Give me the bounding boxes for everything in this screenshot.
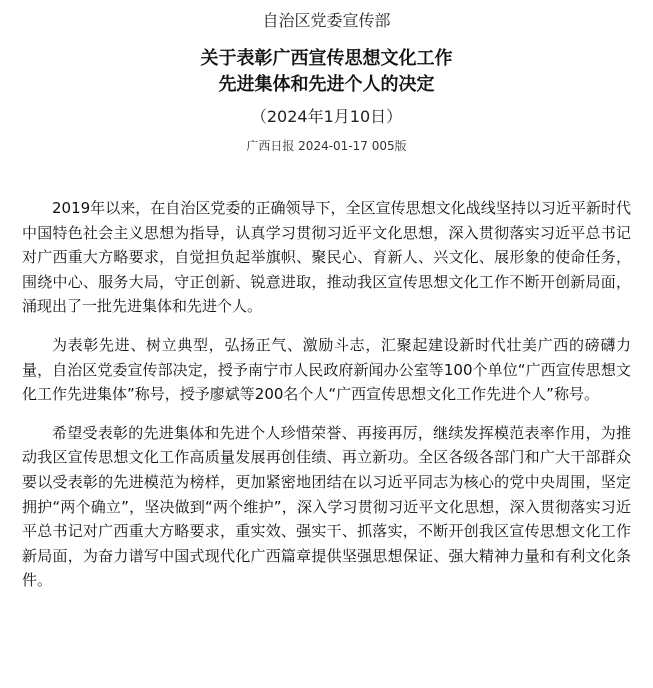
- article-body: [22, 196, 631, 593]
- title-line-2: 先进集体和先进个人的决定: [218, 74, 435, 95]
- article: [0, 10, 653, 688]
- issue-date: （2024年1月10日）: [250, 107, 403, 126]
- article-header: [22, 10, 631, 154]
- issuer: 自治区党委宣传部: [262, 11, 391, 30]
- paragraph: 为表彰先进、树立典型，弘扬正气、激励斗志，汇聚起建设新时代壮美广西的磅礴力量，自治区党委宣传部决定，授予南宁市人民政府新闻办公室等100个单位“广西宣传思想文化工作先进集体”称号，授予廖斌等200名个人“广西宣传思想文化工作先进个人”称号。: [22, 335, 631, 404]
- article-title: [22, 46, 631, 98]
- paragraph: 2019年以来，在自治区党委的正确领导下，全区宣传思想文化战线坚持以习近平新时代中国特色社会主义思想为指导，认真学习贯彻习近平文化思想，深入贯彻落实习近平总书记对广西重大方略要求，自觉担负起举旗帜、聚民心、育新人、兴文化、展形象的使命任务，围绕中心、服务大局，守正创新、锐意进取，推动我区宣传思想文化工作不断开创新局面，涌现出了一批先进集体和先进个人。: [22, 199, 631, 316]
- source-line: 广西日报 2024-01-17 005版: [246, 139, 407, 153]
- title-line-1: 关于表彰广西宣传思想文化工作: [200, 48, 453, 69]
- paragraph: 希望受表彰的先进集体和先进个人珍惜荣誉、再接再厉，继续发挥模范表率作用，为推动我区宣传思想文化工作高质量发展再创佳绩、再立新功。全区各级各部门和广大干部群众要以受表彰的先进模范为榜样，更加紧密地团结在以习近平同志为核心的党中央周围，坚定拥护“两个确立”，坚决做到“两个维护”，深入学习贯彻习近平文化思想，深入贯彻落实习近平总书记对广西重大方略要求，重实效、强实干、抓落实，不断开创我区宣传思想文化工作新局面，为奋力谱写中国式现代化广西篇章提供坚强思想保证、强大精神力量和有利文化条件。: [22, 423, 631, 590]
